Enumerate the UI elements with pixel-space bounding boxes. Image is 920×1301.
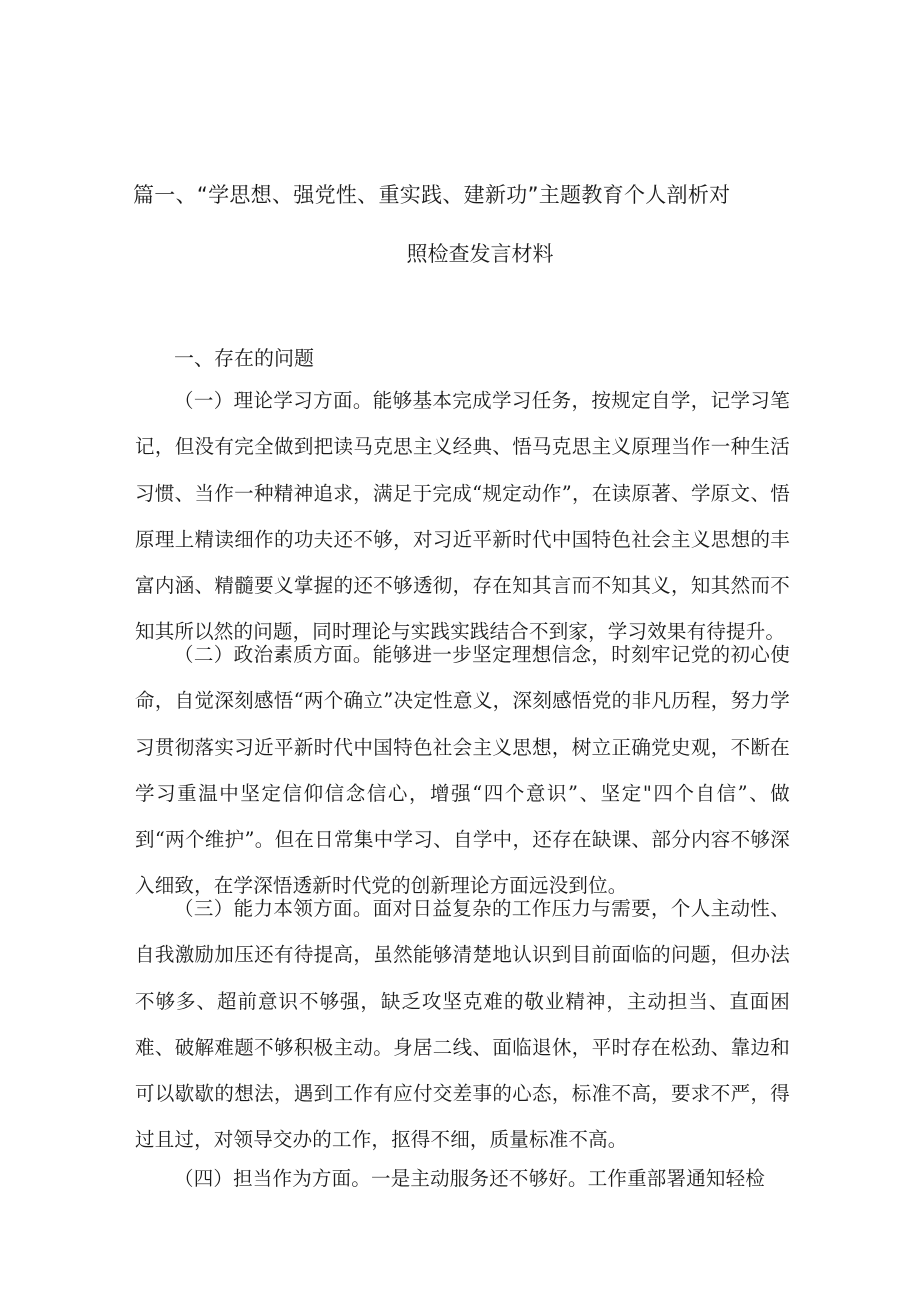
- section-heading-problems: 一、存在的问题: [174, 346, 314, 370]
- document-title-line-1: 篇一、“学思想、强党性、重实践、建新功”主题教育个人剖析对: [133, 183, 731, 207]
- paragraph-responsibility: （四）担当作为方面。一是主动服务还不够好。工作重部署通知轻检: [174, 1167, 766, 1190]
- document-title-line-2: 照检查发言材料: [406, 242, 554, 266]
- paragraph-theory-study: （一）理论学习方面。能够基本完成学习任务，按规定自学，记学习笔记，但没有完全做到把读马克思主义经典、悟马克思主义原理当作一种生活习惯、当作一种精神追求，满足于完成“规定动作”，在读原著、学原文、悟原理上精读细作的功夫还不够，对习近平新时代中国特色社会主义思想的丰富内涵、精髓要义掌握的还不够透彻，存在知其言而不知其义，知其然而不知其所以然的问题，同时理论与实践实践结合不到家，学习效果有待提升。: [135, 389, 790, 644]
- paragraph-political-quality: （二）政治素质方面。能够进一步坚定理想信念，时刻牢记党的初心使命，自觉深刻感悟“两个确立”决定性意义，深刻感悟党的非凡历程，努力学习贯彻落实习近平新时代中国特色社会主义思想，树立正确党史观，不断在学习重温中坚定信仰信念信心，增强“四个意识”、坚定"四个自信”、做到“两个维护”。但在日常集中学习、自学中，还存在缺课、部分内容不够深入细致，在学深悟透新时代党的创新理论方面远没到位。: [135, 643, 790, 898]
- paragraph-ability: （三）能力本领方面。面对日益复杂的工作压力与需要，个人主动性、自我激励加压还有待提高，虽然能够清楚地认识到目前面临的问题，但办法不够多、超前意识不够强，缺乏攻坚克难的敬业精神，主动担当、直面困难、破解难题不够积极主动。身居二线、面临退休，平时存在松劲、靠边和可以歇歇的想法，遇到工作有应付交差事的心态，标准不高，要求不严，得过且过，对领导交办的工作，抠得不细，质量标准不高。: [135, 897, 790, 1152]
